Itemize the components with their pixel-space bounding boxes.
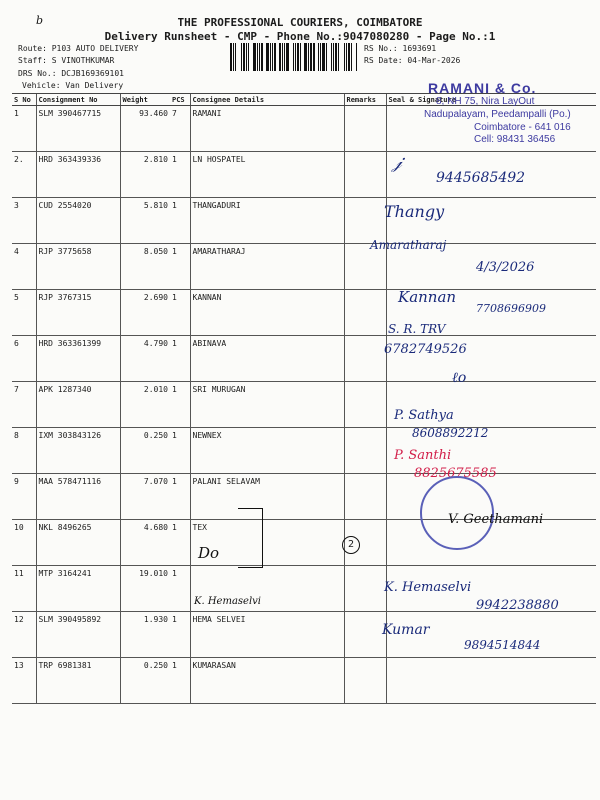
cell-consignee: AMARATHARAJ <box>190 244 344 290</box>
barcode-bar <box>282 43 283 71</box>
barcode-bar <box>335 43 337 71</box>
cell-weight: 2.010 <box>120 382 170 428</box>
cell-consignment: CUD 2554020 <box>36 198 120 244</box>
cell-remarks <box>344 336 386 382</box>
cell-sno: 13 <box>12 658 36 704</box>
barcode-bar <box>326 43 327 71</box>
cell-sno: 7 <box>12 382 36 428</box>
cell-sno: 1 <box>12 106 36 152</box>
cell-sno: 5 <box>12 290 36 336</box>
cell-weight: 2.810 <box>120 152 170 198</box>
barcode-bar <box>235 43 236 71</box>
barcode-bar <box>333 43 334 71</box>
seal-stamp-line4: Cell: 98431 36456 <box>474 134 556 145</box>
barcode-bar <box>320 43 321 71</box>
barcode-bar <box>257 43 258 71</box>
barcode-bar <box>286 43 289 71</box>
barcode-bar <box>356 43 357 71</box>
cell-pcs: 1 <box>170 658 190 704</box>
cell-consignment: HRD 363361399 <box>36 336 120 382</box>
row12-signature: K. Hemaselvi <box>384 580 472 595</box>
cell-pcs: 1 <box>170 566 190 612</box>
drs-number: DRS No.: DCJB169369101 <box>18 69 124 78</box>
cell-pcs: 7 <box>170 106 190 152</box>
row7-signature: ℓo <box>452 370 467 386</box>
cell-consignment: APK 1287340 <box>36 382 120 428</box>
barcode-bar <box>279 43 281 71</box>
barcode-bar <box>261 43 263 71</box>
seal-stamp-line1: 8, NH 75, Nira LayOut <box>436 96 535 107</box>
row5-phone: 7708696909 <box>476 302 546 315</box>
barcode-bar <box>300 43 301 71</box>
row5-signature: Kannan <box>398 288 457 306</box>
cell-remarks <box>344 198 386 244</box>
barcode-bar <box>266 43 269 71</box>
cell-consignee: ABINAVA <box>190 336 344 382</box>
row8-signature: P. Sathya <box>394 408 454 423</box>
cell-consignment: IXM 303843126 <box>36 428 120 474</box>
barcode <box>230 43 358 71</box>
cell-consignment: HRD 363439336 <box>36 152 120 198</box>
col-remarks: Remarks <box>344 94 386 106</box>
cell-consignee: SRI MURUGAN <box>190 382 344 428</box>
barcode-bar <box>344 43 345 71</box>
seal-stamp-name: RAMANI & Co. <box>428 80 537 96</box>
cell-pcs: 1 <box>170 336 190 382</box>
cell-consignee: KANNAN <box>190 290 344 336</box>
corner-handwritten-mark: b <box>36 14 44 27</box>
cell-consignee: NEWNEX <box>190 428 344 474</box>
company-title: THE PROFESSIONAL COURIERS, COIMBATORE <box>177 16 423 29</box>
barcode-bar <box>284 43 285 71</box>
cell-consignee: RAMANI <box>190 106 344 152</box>
cell-consignment: TRP 6981381 <box>36 658 120 704</box>
cell-pcs: 1 <box>170 474 190 520</box>
barcode-bar <box>313 43 315 71</box>
cell-consignment: MAA 578471116 <box>36 474 120 520</box>
cell-pcs: 1 <box>170 520 190 566</box>
rs-number: RS No.: 1693691 <box>364 44 437 53</box>
cell-remarks <box>344 566 386 612</box>
table-row <box>12 198 596 244</box>
barcode-bar <box>243 43 245 71</box>
cell-remarks <box>344 152 386 198</box>
cell-weight: 93.460 <box>120 106 170 152</box>
cell-weight: 7.070 <box>120 474 170 520</box>
barcode-bar <box>293 43 294 71</box>
cell-sno: 11 <box>12 566 36 612</box>
cell-weight: 4.790 <box>120 336 170 382</box>
seal-stamp-line2: Nadupalayam, Peedampalli (Po.) <box>424 109 571 120</box>
col-weight: Weight <box>120 94 170 106</box>
cell-remarks <box>344 290 386 336</box>
cell-pcs: 1 <box>170 612 190 658</box>
cell-sno: 6 <box>12 336 36 382</box>
barcode-bar <box>310 43 312 71</box>
cell-pcs: 1 <box>170 382 190 428</box>
cell-remarks <box>344 106 386 152</box>
cell-pcs: 1 <box>170 152 190 198</box>
row3-signature: Thangy <box>384 202 445 221</box>
col-consignment: Consignment No <box>36 94 120 106</box>
cell-weight: 19.010 <box>120 566 170 612</box>
cell-signature <box>386 658 596 704</box>
cell-pcs: 1 <box>170 198 190 244</box>
row6-signature: S. R. TRV <box>388 322 446 336</box>
table-row <box>12 658 596 704</box>
barcode-bar <box>230 43 232 71</box>
cell-weight: 2.690 <box>120 290 170 336</box>
cell-remarks <box>344 382 386 428</box>
barcode-bar <box>270 43 271 71</box>
barcode-bar <box>253 43 256 71</box>
cell-consignee: LN HOSPATEL <box>190 152 344 198</box>
cell-sno: 9 <box>12 474 36 520</box>
vehicle-info: Vehicle: Van Delivery <box>22 81 124 90</box>
barcode-bar <box>248 43 249 71</box>
table-row <box>12 336 596 382</box>
cell-consignee: KUMARASAN <box>190 658 344 704</box>
cell-consignment: SLM 390467715 <box>36 106 120 152</box>
row12-phone: 9942238880 <box>476 598 559 613</box>
row12-consignee-sign: K. Hemaselvi <box>194 596 262 607</box>
barcode-bar <box>233 43 234 71</box>
barcode-bar <box>331 43 332 71</box>
row2-signature: 𝒿 <box>392 152 402 173</box>
row11-remark-circle: 2 <box>342 536 360 554</box>
row6-phone: 6782749526 <box>384 342 467 357</box>
barcode-bar <box>274 43 276 71</box>
cell-consignment: SLM 390495892 <box>36 612 120 658</box>
cell-weight: 0.250 <box>120 428 170 474</box>
row4-date: 4/3/2026 <box>476 260 535 275</box>
route-info: Route: P103 AUTO DELIVERY <box>18 44 139 53</box>
cell-consignee: THANGADURI <box>190 198 344 244</box>
barcode-bar <box>322 43 325 71</box>
cell-weight: 8.050 <box>120 244 170 290</box>
col-sno: S No <box>12 94 36 106</box>
row11-handwritten-mark: Do <box>198 544 220 562</box>
cell-sno: 12 <box>12 612 36 658</box>
cell-weight: 4.680 <box>120 520 170 566</box>
col-signature: Seal & Signature <box>386 94 596 106</box>
barcode-bar <box>308 43 309 71</box>
barcode-bar <box>297 43 299 71</box>
row11-bracket <box>238 508 263 568</box>
cell-weight: 5.810 <box>120 198 170 244</box>
barcode-bar <box>338 43 339 71</box>
barcode-bar <box>346 43 347 71</box>
cell-remarks <box>344 612 386 658</box>
cell-consignee: TEX <box>190 520 344 566</box>
cell-weight: 1.930 <box>120 612 170 658</box>
cell-remarks <box>344 658 386 704</box>
barcode-bar <box>295 43 296 71</box>
row13-signature: Kumar <box>382 622 430 638</box>
barcode-bar <box>304 43 307 71</box>
barcode-bar <box>318 43 319 71</box>
cell-consignment: NKL 8496265 <box>36 520 120 566</box>
row9-signature: P. Santhi <box>394 448 452 463</box>
row9-phone: 8825675585 <box>414 466 497 481</box>
cell-pcs: 1 <box>170 428 190 474</box>
barcode-bar <box>348 43 350 71</box>
table-row <box>12 428 596 474</box>
row13-phone: 9894514844 <box>464 638 541 652</box>
cell-sno: 4 <box>12 244 36 290</box>
cell-sno: 2. <box>12 152 36 198</box>
cell-sno: 10 <box>12 520 36 566</box>
cell-weight: 0.250 <box>120 658 170 704</box>
barcode-bar <box>272 43 273 71</box>
col-consignee: Consignee Details <box>190 94 344 106</box>
cell-consignee: HEMA SELVEI <box>190 612 344 658</box>
cell-remarks <box>344 428 386 474</box>
cell-pcs: 1 <box>170 244 190 290</box>
barcode-bar <box>246 43 247 71</box>
barcode-bar <box>259 43 260 71</box>
cell-consignment: RJP 3775658 <box>36 244 120 290</box>
cell-sno: 8 <box>12 428 36 474</box>
row10-signature: V. Geethamani <box>448 512 544 527</box>
row2-phone: 9445685492 <box>436 170 526 186</box>
cell-pcs: 1 <box>170 290 190 336</box>
cell-consignment: RJP 3767315 <box>36 290 120 336</box>
col-pcs: PCS <box>170 94 190 106</box>
rs-date: RS Date: 04-Mar-2026 <box>364 56 461 65</box>
cell-consignee: PALANI SELAVAM <box>190 474 344 520</box>
seal-stamp-line3: Coimbatore - 641 016 <box>474 122 571 133</box>
row8-phone: 8608892212 <box>412 426 489 440</box>
barcode-bar <box>241 43 242 71</box>
cell-sno: 3 <box>12 198 36 244</box>
runsheet-subtitle: Delivery Runsheet - CMP - Phone No.:9047080280 - Page No.:1 <box>104 30 496 43</box>
cell-remarks <box>344 474 386 520</box>
barcode-bar <box>351 43 352 71</box>
staff-info: Staff: S VINOTHKUMAR <box>18 56 115 65</box>
cell-consignment: MTP 3164241 <box>36 566 120 612</box>
table-row <box>12 382 596 428</box>
row4-signature: Amaratharaj <box>370 238 447 252</box>
